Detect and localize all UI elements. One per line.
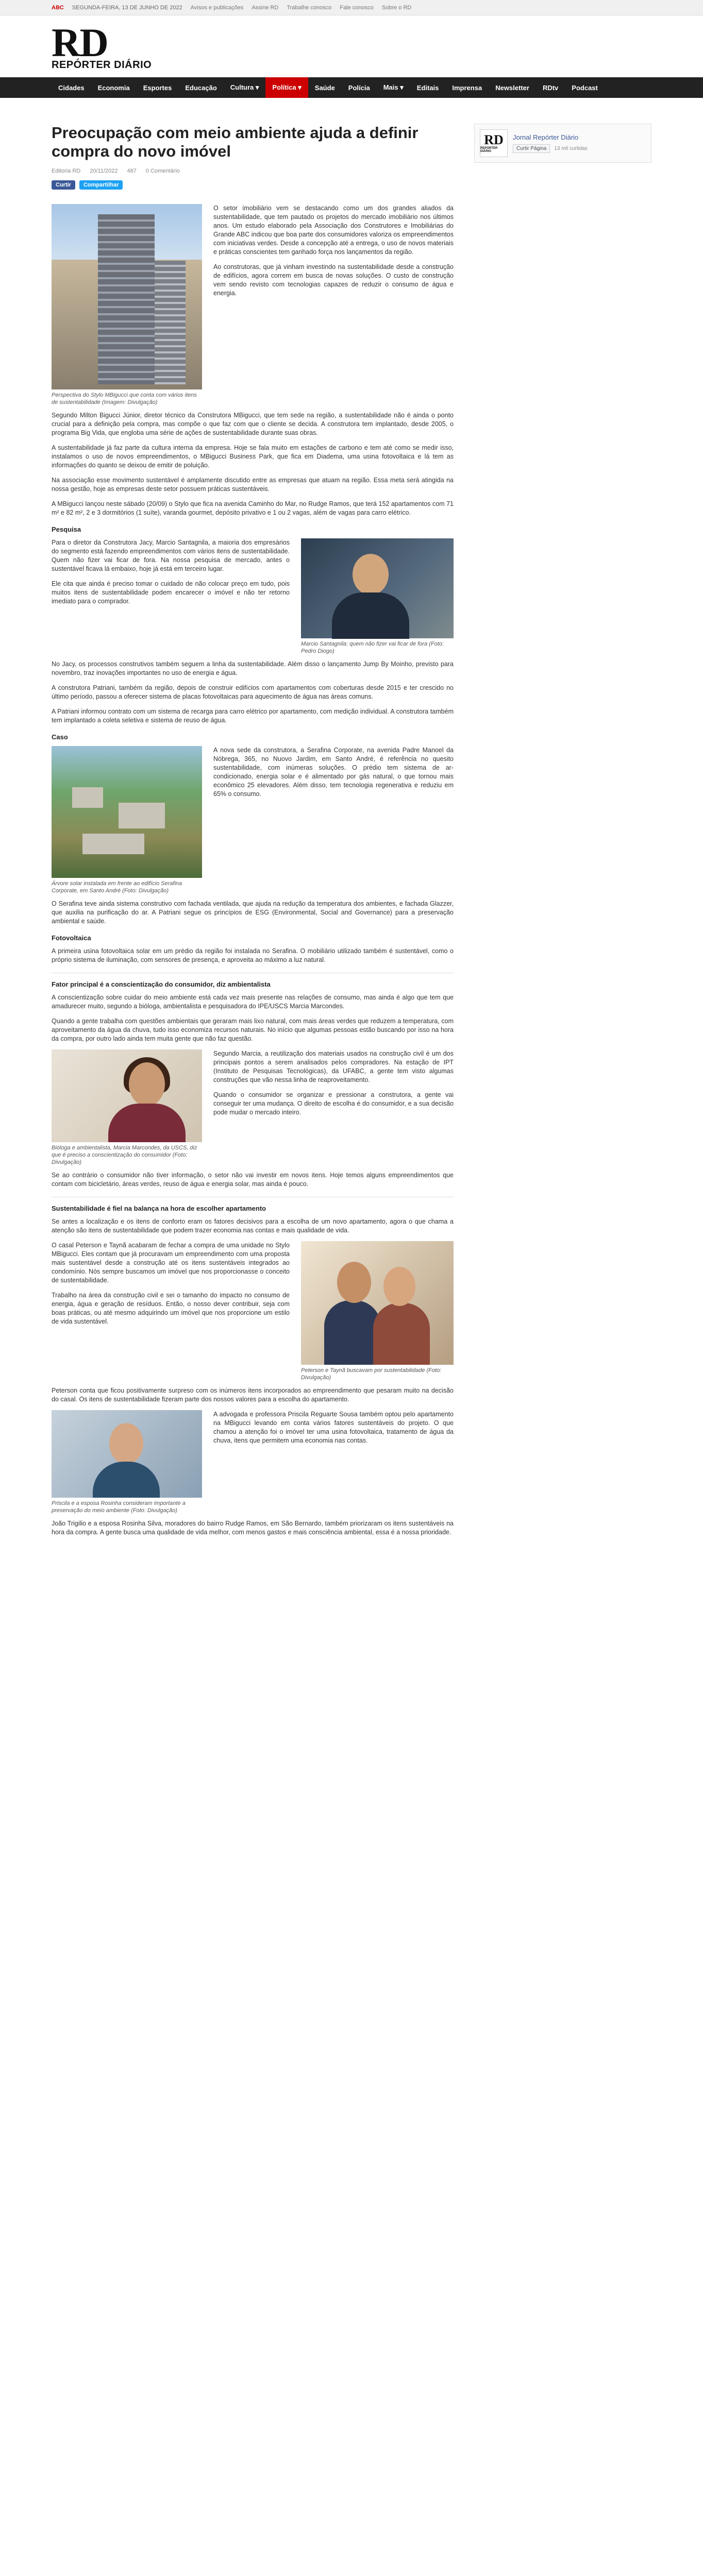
casal-photo	[301, 1241, 454, 1365]
article-title: Preocupação com meio ambiente ajuda a definir compra do novo imóvel	[52, 124, 419, 160]
marcia-photo	[52, 1049, 202, 1142]
nav-item-rdtv[interactable]: RDtv	[542, 83, 559, 92]
article-comments[interactable]: 0 Comentário	[145, 168, 180, 174]
section-heading: Pesquisa	[52, 526, 81, 533]
section-heading: Sustentabilidade é fiel na balança na hora de escolher apartamento	[52, 1197, 454, 1212]
article-paragraph: Para o diretor da Construtora Jacy, Marcio Santagnila, a maioria dos empresários do segmento está fazendo empreendimentos com vários itens de sustentabilidade. Quem não fizer vai ficar de fora. Na nossa pesquisa de mercado, antes o sustentável ficava lá embaixo, hoje já está em terceiro lugar.	[52, 539, 290, 572]
fb-logo-mark: RD	[484, 132, 504, 147]
section-heading: Fator principal é a conscientização do consumidor, diz ambientalista	[52, 973, 454, 988]
article-paragraph: A primeira usina fotovoltaica solar em um prédio da região foi instalada no Serafina. O mobiliário utilizado também é sustentável, como o próprio sistema de iluminação, com sensores de presença, e aproveita ao máximo a luz natural.	[52, 947, 454, 963]
article-paragraph: Peterson conta que ficou positivamente surpreso com os inúmeros itens incorporados ao empreendimento que pesaram muito na decisão do casal. Os itens de sustentabilidade fizeram parte dos nossos valores para a escolha do apartamento.	[52, 1387, 454, 1403]
figure-building	[52, 204, 202, 406]
nav-item-educacao[interactable]: Educação	[185, 83, 217, 92]
share-bar	[52, 180, 454, 190]
article-date: 20/11/2022	[90, 168, 118, 174]
topbar-link-fale[interactable]: Fale conosco	[340, 5, 374, 11]
priscila-photo	[52, 1410, 202, 1498]
figure-caption: Peterson e Taynã buscavam por sustentabilidade (Foto: Divulgação)	[301, 1367, 442, 1381]
topbar-link-assine[interactable]: Assine RD	[252, 5, 279, 11]
article-paragraph: A conscientização sobre cuidar do meio ambiente está cada vez mais presente nas relações de consumo, mas ainda é algo que tem que amadurecer muito, segundo a bióloga, ambientalista e pesquisadora do IPE/USCS Marcia Marcondes.	[52, 994, 454, 1010]
logo-mark: RD	[52, 20, 108, 65]
nav-item-politica[interactable]: Política ▾	[265, 77, 308, 98]
article-paragraph: No Jacy, os processos construtivos também seguem a linha da sustentabilidade. Além disso o lançamento Jump By Moinho, previsto para novembro, traz inovações importantes no uso de energia e água.	[52, 660, 454, 676]
article-paragraph: Trabalho na área da construção civil e sei o tamanho do impacto no consumo de energia, água e geração de resíduos. Então, o nosso dever contribuir, seja com boas práticas, ou até mesmo adquirindo um imóvel que nos proporcione um estilo de vida sustentável.	[52, 1292, 290, 1325]
santagnila-photo	[301, 538, 454, 638]
figure-caption: Bióloga e ambientalista, Marcia Marcondes, da USCS, diz que é preciso a conscientização do consumidor (Foto: Divulgação)	[52, 1145, 197, 1165]
site-logo[interactable]	[52, 20, 152, 71]
article-paragraph: Segundo Marcia, a reutilização dos materiais usados na construção civil é um dos principais pontos a serem analisados pelos compradores. Na estação de IPT (Instituto de Pesquisas Tecnológicas), da UFABC, a gente tem visto algumas construções que vão nessa linha de reaproveitamento.	[213, 1050, 454, 1083]
nav-item-cidades[interactable]: Cidades	[58, 83, 85, 92]
nav-item-economia[interactable]: Economia	[97, 83, 130, 92]
article-paragraph: A MBigucci lançou neste sábado (20/09) o Stylo que fica na avenida Caminho do Mar, no Rudge Ramos, que terá 152 apartamentos com 71 m² e 82 m², 2 e 3 dormitórios (1 suíte), varanda gourmet, depósito privativo e 1 ou 2 vagas, além de vagas para carro elétrico.	[52, 500, 454, 516]
article-paragraph: O casal Peterson e Taynã acabaram de fechar a compra de uma unidade no Stylo MBigucci. Eles contam que já procuravam um empreendimento com uma proposta mais sustentável desde a construção até os itens sustentáveis integrados ao condomínio. Nós sempre buscamos um imóvel que nos proporcionasse o conceito de sustentabilidade.	[52, 1242, 290, 1284]
logo-subtitle: REPÓRTER DIÁRIO	[52, 59, 152, 71]
figure-casal	[301, 1241, 454, 1381]
article-paragraph: Na associação esse movimento sustentável é amplamente discutido entre as empresas que atuam na região. Essa meta será atingida na nossa gestão, hoje as empresas deste setor possuem práticas sustentáveis.	[52, 477, 454, 493]
figure-caption: Marcio Santagnila: quem não fizer vai ficar de fora (Foto: Pedro Diogo)	[301, 641, 444, 654]
nav-item-newsletter[interactable]: Newsletter	[495, 83, 529, 92]
figure-caption: Perspectiva do Stylo MBigucci que conta com vários itens de sustentabilidade (Imagem: Divulgação)	[52, 392, 197, 405]
article	[52, 124, 454, 1579]
figure-marcia	[52, 1049, 202, 1166]
article-paragraph: A Patriani informou contrato com um sistema de recarga para carro elétrico por apartamento, com medição individual. A construtora também tem implantado a coleta seletiva e sistema de reuso de água.	[52, 708, 454, 724]
facebook-page-widget	[474, 124, 651, 163]
figure-priscila	[52, 1410, 202, 1514]
section-heading: Fotovoltaica	[52, 934, 91, 942]
article-paragraph: A construtora Patriani, também da região, depois de construir edifícios com apartamentos com coberturas desde 2015 e ter crescido no último período, passou a oferecer sistema de placas fotovoltaicas para aquecimento de água nas áreas comuns.	[52, 684, 454, 700]
topbar-date: SEGUNDA-FEIRA, 13 DE JUNHO DE 2022	[72, 5, 182, 11]
article-paragraph: O setor imobiliário vem se destacando como um dos grandes aliados da sustentabilidade, que tem pautado os projetos do mercado imobiliário nos últimos anos. Um estudo elaborado pela Associação dos Construtores e Imobiliárias do Grande ABC indicou que boa parte dos consumidores valoriza os empreendimentos com iniciativas verdes. Desde a concepção até a entrega, o uso de novos materiais e práticas conscientes tem ganhado força nos lançamentos da região.	[213, 205, 454, 256]
figure-caption: Priscila e a esposa Rosinha consideram importante a preservação do meio ambiente (Foto: Divulgação)	[52, 1500, 186, 1514]
nav-item-podcast[interactable]: Podcast	[572, 83, 598, 92]
nav-item-cultura[interactable]: Cultura ▾	[230, 83, 259, 91]
article-paragraph: O Serafina teve ainda sistema construtivo com fachada ventilada, que ajuda na redução da temperatura dos ambientes, e fachada Glazzer, que auxilia na purificação do ar. A Patriani segue os princípios de ESG (Environmental, Social and Governance) para a preservação ambiental e saúde.	[52, 900, 454, 925]
article-paragraph: Ao construtoras, que já vinham investindo na sustentabilidade desde a construção de edifícios, agora correm em busca de novas soluções. O custo de construção vem sendo revisto com tecnologias capazes de reduzir o consumo de água e energia.	[213, 263, 454, 297]
article-paragraph: Se antes a localização e os itens de conforto eram os fatores decisivos para a escolha de um novo apartamento, agora o que chama a atenção são itens de sustentabilidade que podem trazer economia nas contas e mais qualidade de vida.	[52, 1218, 454, 1234]
topbar-link-sobre[interactable]: Sobre o RD	[381, 5, 412, 11]
fb-like-count: 13 mil curtidas	[554, 146, 588, 151]
fb-like-page-button[interactable]: Curtir Página	[513, 144, 550, 153]
article-paragraph: A nova sede da construtora, a Serafina Corporate, na avenida Padre Manoel da Nóbrega, 365, no Nuovo Jardim, em Santo André, é referência no quesito sustentabilidade, com inúmeras soluções. O prédio tem sistema de ar-condicionado, energia solar e é alimentado por gás natural, o que tornou mais econômico 25 elevadores. Além disso, tem tecnologia regenerativa e reduziu em 65% o consumo.	[213, 747, 454, 798]
serafina-photo	[52, 746, 202, 878]
figure-serafina	[52, 746, 202, 894]
nav-item-saude[interactable]: Saúde	[314, 83, 335, 92]
nav-item-mais[interactable]: Mais ▾	[383, 83, 404, 91]
fb-logo-subtitle: REPÓRTER DIÁRIO	[480, 147, 498, 153]
nav-item-imprensa[interactable]: Imprensa	[452, 83, 482, 92]
article-paragraph: A advogada e professora Priscila Reguarte Sousa também optou pelo apartamento na MBigucci levando em conta vários fatores sustentáveis do projeto. O que chamou a atenção foi o imóvel ter uma usina fotovoltaica, tratamento de água da chuva, itens que permitem uma economia nas contas.	[213, 1411, 454, 1444]
figure-santagnila	[301, 538, 454, 655]
fb-page-logo[interactable]	[480, 129, 508, 157]
article-author[interactable]: Editoria RD	[52, 168, 81, 174]
nav-item-editais[interactable]: Editais	[416, 83, 439, 92]
topbar-brand[interactable]: ABC	[52, 5, 64, 11]
main-nav	[0, 77, 703, 98]
share-button[interactable]: Compartilhar	[79, 180, 123, 190]
topbar-link-trabalhe[interactable]: Trabalhe conosco	[287, 5, 332, 11]
nav-item-esportes[interactable]: Esportes	[143, 83, 172, 92]
sidebar	[474, 124, 651, 1579]
article-paragraph: Se ao contrário o consumidor não tiver informação, o setor não vai investir em novos itens. Hoje temos alguns empreendimentos que contam com bicicletário, áreas verdes, reuso de água e energia solar, mas ainda é pouco.	[52, 1172, 454, 1188]
article-paragraph: A sustentabilidade já faz parte da cultura interna da empresa. Hoje se fala muito em estações de carbono e tem até como se medir isso, instalamos o uso de novos empreendimentos, o MBigucci Business Park, que fica em Diadema, uma usina fotovoltaica e lá tem as informações do quanto se deixou de emitir de poluição.	[52, 444, 454, 469]
facebook-like-button[interactable]: Curtir	[52, 180, 75, 190]
article-paragraph: Ele cita que ainda é preciso tomar o cuidado de não colocar preço em tudo, pois muitos itens de sustentabilidade podem encarecer o imóvel e não ter retorno imediato para o comprador.	[52, 580, 290, 605]
article-paragraph: Quando o consumidor se organizar e pressionar a construtora, a gente vai conseguir ter uma mudança. O direito de escolha é do consumidor, e a sua decisão pode mudar o mercado inteiro.	[213, 1091, 454, 1116]
article-meta	[52, 168, 454, 174]
section-heading: Caso	[52, 733, 68, 741]
topbar	[0, 0, 703, 15]
article-paragraph: João Trigilio e a esposa Rosinha Silva, moradores do bairro Rudge Ramos, em São Bernardo, também priorizaram os itens sustentáveis na hora da compra. A gente busca uma qualidade de vida melhor, com menos gastos e mais consciência ambiental, essa é a nossa prioridade.	[52, 1520, 454, 1536]
nav-item-policia[interactable]: Polícia	[348, 83, 370, 92]
article-views: 487	[127, 168, 137, 174]
figure-caption: Árvore solar instalada em frente ao edifício Serafina Corporate, em Santo André (Foto: Divulgação)	[52, 880, 182, 894]
article-paragraph: Quando a gente trabalha com questões ambientais que geraram mais lixo natural, com mais áreas verdes que reduzem a temperatura, com aproveitamento da água da chuva, tudo isso economiza recursos naturais. No início que algumas pessoas estão buscando por isso na hora da compra, por outro lado ainda tem muita gente que não faz questão.	[52, 1018, 454, 1042]
topbar-link-avisos[interactable]: Avisos e publicações	[190, 5, 244, 11]
building-photo	[52, 204, 202, 389]
fb-page-name[interactable]: Jornal Repórter Diário	[513, 133, 579, 141]
article-paragraph: Segundo Milton Bigucci Júnior, diretor técnico da Construtora MBigucci, que tem sede na região, a sustentabilidade não é ainda o ponto crucial para a definição pela compra, mas compõe o que faz com que o cliente se decida. A construtora tem implantado, desde 2005, o programa Big Vida, que engloba uma série de ações de sustentabilidade durante suas obras.	[52, 412, 454, 436]
site-header	[52, 15, 651, 77]
